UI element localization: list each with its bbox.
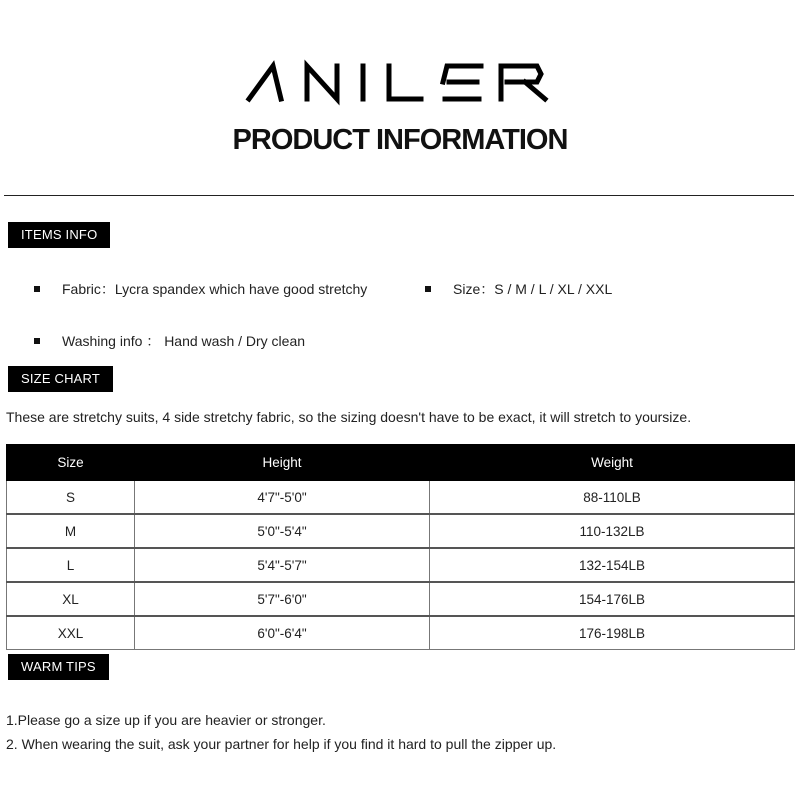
cell-height: 5'4"-5'7" <box>135 548 430 582</box>
section-label-items-info: ITEMS INFO <box>8 222 110 248</box>
table-row <box>7 582 795 616</box>
section-label-warm-tips: WARM TIPS <box>8 654 109 680</box>
list-item-fabric <box>34 279 367 299</box>
table-row <box>7 514 795 548</box>
cell-weight: 154-176LB <box>430 582 795 616</box>
cell-height: 5'7"-6'0" <box>135 582 430 616</box>
page-title: PRODUCT INFORMATION <box>232 124 568 156</box>
washing-text: Washing info ： Hand wash / Dry clean <box>62 333 306 349</box>
size-chart-table <box>6 444 795 650</box>
list-item-washing <box>34 331 305 351</box>
column-header-weight: Weight <box>430 445 795 481</box>
cell-height: 4'7"-5'0" <box>135 481 430 515</box>
cell-height: 5'0"-5'4" <box>135 514 430 548</box>
tip-1: 1.Please go a size up if you are heavier or stronger. <box>6 712 326 728</box>
table-row <box>7 548 795 582</box>
fabric-text: Fabric：Lycra spandex which have good stretchy <box>62 281 368 297</box>
cell-size: L <box>7 548 135 582</box>
cell-size: M <box>7 514 135 548</box>
cell-weight: 88-110LB <box>430 481 795 515</box>
column-header-size: Size <box>7 445 135 481</box>
bullet-icon <box>34 338 40 344</box>
cell-height: 6'0"-6'4" <box>135 616 430 650</box>
table-row <box>7 481 795 515</box>
column-header-height: Height <box>135 445 430 481</box>
divider <box>4 195 794 196</box>
table-header-row <box>7 445 795 481</box>
section-label-size-chart: SIZE CHART <box>8 366 113 392</box>
brand-logo <box>0 56 800 106</box>
cell-size: S <box>7 481 135 515</box>
cell-weight: 110-132LB <box>430 514 795 548</box>
table-row <box>7 616 795 650</box>
tip-2: 2. When wearing the suit, ask your partner for help if you find it hard to pull the zipper up. <box>6 736 557 752</box>
bullet-icon <box>425 286 431 292</box>
size-chart-note: These are stretchy suits, 4 side stretchy fabric, so the sizing doesn't have to be exact, it will stretch to yoursize. <box>6 409 692 425</box>
cell-weight: 176-198LB <box>430 616 795 650</box>
list-item-size <box>425 279 612 299</box>
bullet-icon <box>34 286 40 292</box>
cell-weight: 132-154LB <box>430 548 795 582</box>
cell-size: XL <box>7 582 135 616</box>
aniler-logo-icon <box>245 56 555 106</box>
size-text: Size：S / M / L / XL / XXL <box>453 281 613 297</box>
cell-size: XXL <box>7 616 135 650</box>
